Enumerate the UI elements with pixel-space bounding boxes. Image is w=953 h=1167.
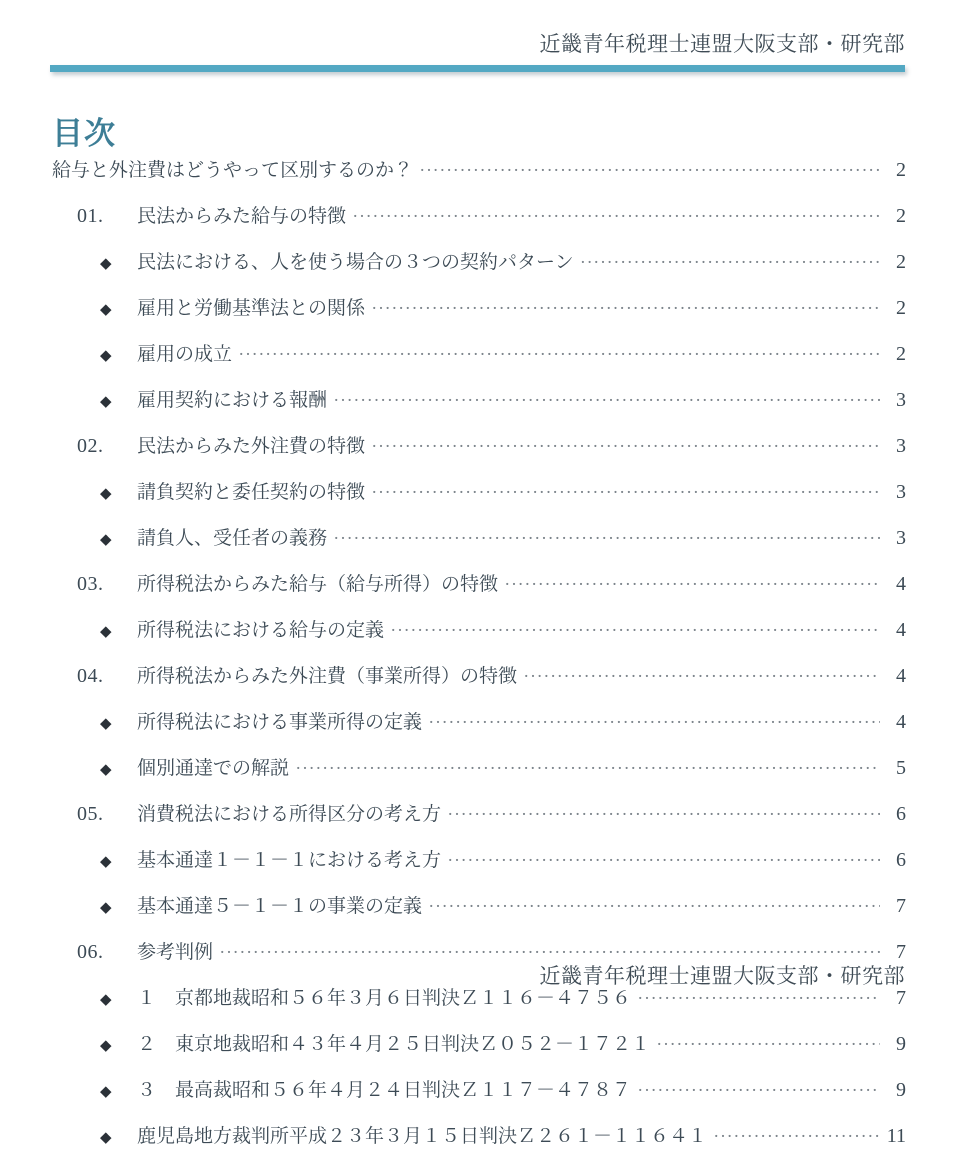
toc-entry-page-number: 2 <box>896 251 906 273</box>
toc-dot-leader <box>220 939 880 958</box>
toc-entry-page-number: 7 <box>896 941 906 963</box>
toc-entry-label: 雇用と労働基準法との関係 <box>137 298 366 319</box>
toc-entry[interactable] <box>0 523 953 569</box>
toc-entry-page-number: 3 <box>896 481 906 503</box>
diamond-bullet-icon: ◆ <box>100 1037 112 1054</box>
toc-entry[interactable] <box>0 569 953 615</box>
toc-entry-label: ２ 東京地裁昭和４３年４月２５日判決Ｚ０５２－１７２１ <box>137 1034 651 1055</box>
toc-entry-page-number: 2 <box>896 159 906 181</box>
toc-entry-label: 雇用の成立 <box>137 344 233 365</box>
toc-entry[interactable] <box>0 293 953 339</box>
toc-entry[interactable] <box>0 385 953 431</box>
toc-entry[interactable] <box>0 339 953 385</box>
toc-entry[interactable] <box>0 1121 953 1167</box>
toc-entry-page-number: 5 <box>896 757 906 779</box>
toc-entry[interactable] <box>0 155 953 201</box>
toc-entry-page-number: 4 <box>896 573 906 595</box>
toc-entry-page-number: 4 <box>896 665 906 687</box>
diamond-bullet-icon: ◆ <box>100 255 112 272</box>
toc-entry-label: 参考判例 <box>137 942 214 963</box>
toc-entry-page-number: 3 <box>896 435 906 457</box>
toc-entry-number: 06. <box>77 941 104 963</box>
toc-entry[interactable] <box>0 1029 953 1075</box>
footer-organization-text: 近畿青年税理士連盟大阪支部・研究部 <box>539 965 905 988</box>
toc-entry-number: 03. <box>77 573 104 595</box>
toc-entry-label: 所得税法からみた給与（給与所得）の特徴 <box>137 574 499 595</box>
toc-entry-label: 所得税法における給与の定義 <box>137 620 385 641</box>
toc-entry-page-number: 7 <box>896 895 906 917</box>
toc-dot-leader <box>657 1031 880 1050</box>
toc-entry-label: 民法からみた外注費の特徴 <box>137 436 366 457</box>
toc-entry-page-number: 4 <box>896 619 906 641</box>
toc-entry[interactable] <box>0 661 953 707</box>
diamond-bullet-icon: ◆ <box>100 623 112 640</box>
toc-entry-label: 基本通達５－１－１の事業の定義 <box>137 896 423 917</box>
toc-entry[interactable] <box>0 201 953 247</box>
diamond-bullet-icon: ◆ <box>100 899 112 916</box>
diamond-bullet-icon: ◆ <box>100 761 112 778</box>
toc-entry[interactable] <box>0 753 953 799</box>
diamond-bullet-icon: ◆ <box>100 393 112 410</box>
toc-entry-page-number: 6 <box>896 803 906 825</box>
toc-entry-label: 雇用契約における報酬 <box>137 390 328 411</box>
diamond-bullet-icon: ◆ <box>100 1083 112 1100</box>
toc-entry-label: 個別通達での解説 <box>137 758 290 779</box>
toc-entry-number: 04. <box>77 665 104 687</box>
toc-entry[interactable] <box>0 1075 953 1121</box>
toc-entry-label: １ 京都地裁昭和５６年３月６日判決Ｚ１１６－４７５６ <box>137 988 632 1009</box>
toc-entry[interactable] <box>0 707 953 753</box>
toc-entry-label: 所得税法における事業所得の定義 <box>137 712 423 733</box>
toc-entry-page-number: 2 <box>896 205 906 227</box>
toc-entry-page-number: 3 <box>896 527 906 549</box>
toc-dot-leader <box>505 571 880 590</box>
diamond-bullet-icon: ◆ <box>100 531 112 548</box>
diamond-bullet-icon: ◆ <box>100 301 112 318</box>
toc-dot-leader <box>448 847 880 866</box>
toc-entry-label: 民法からみた給与の特徴 <box>137 206 347 227</box>
diamond-bullet-icon: ◆ <box>100 715 112 732</box>
toc-entry-label: 所得税法からみた外注費（事業所得）の特徴 <box>137 666 518 687</box>
toc-dot-leader <box>391 617 880 636</box>
toc-entry-page-number: 4 <box>896 711 906 733</box>
toc-dot-leader <box>334 387 880 406</box>
toc-dot-leader <box>714 1123 880 1142</box>
header-divider-rule <box>50 65 905 72</box>
toc-entry[interactable] <box>0 477 953 523</box>
toc-entry-page-number: 2 <box>896 343 906 365</box>
toc-entry-page-number: 11 <box>886 1125 906 1147</box>
toc-dot-leader <box>448 801 880 820</box>
diamond-bullet-icon: ◆ <box>100 485 112 502</box>
diamond-bullet-icon: ◆ <box>100 1129 112 1146</box>
header-organization-text: 近畿青年税理士連盟大阪支部・研究部 <box>539 33 905 56</box>
toc-entry-label: 給与と外注費はどうやって区別するのか？ <box>52 160 414 181</box>
toc-entry[interactable] <box>0 891 953 937</box>
toc-dot-leader <box>638 1077 880 1096</box>
diamond-bullet-icon: ◆ <box>100 347 112 364</box>
toc-entry-page-number: 9 <box>896 1033 906 1055</box>
toc-entry-label: 基本通達１－１－１における考え方 <box>137 850 442 871</box>
toc-entry-page-number: 2 <box>896 297 906 319</box>
toc-dot-leader <box>334 525 880 544</box>
page-title: 目次 <box>52 116 116 151</box>
toc-entry-page-number: 3 <box>896 389 906 411</box>
toc-entry-label: 鹿児島地方裁判所平成２３年３月１５日判決Ｚ２６１－１１６４１ <box>137 1126 708 1147</box>
toc-entry-page-number: 7 <box>896 987 906 1009</box>
toc-dot-leader <box>239 341 880 360</box>
toc-entry[interactable] <box>0 431 953 477</box>
toc-entry-number: 02. <box>77 435 104 457</box>
toc-dot-leader <box>429 709 880 728</box>
toc-entry-label: 請負契約と委任契約の特徴 <box>137 482 366 503</box>
toc-dot-leader <box>429 893 880 912</box>
toc-entry[interactable] <box>0 845 953 891</box>
toc-dot-leader <box>372 479 880 498</box>
diamond-bullet-icon: ◆ <box>100 853 112 870</box>
toc-dot-leader <box>524 663 880 682</box>
toc-entry-number: 05. <box>77 803 104 825</box>
toc-entry-page-number: 6 <box>896 849 906 871</box>
toc-dot-leader <box>372 433 880 452</box>
toc-entry-label: 消費税法における所得区分の考え方 <box>137 804 442 825</box>
table-of-contents <box>0 155 953 1167</box>
toc-dot-leader <box>353 203 880 222</box>
diamond-bullet-icon: ◆ <box>100 991 112 1008</box>
toc-entry[interactable] <box>0 247 953 293</box>
toc-dot-leader <box>372 295 880 314</box>
toc-entry-label: ３ 最高裁昭和５６年４月２４日判決Ｚ１１７－４７８７ <box>137 1080 632 1101</box>
toc-entry-label: 民法における、人を使う場合の３つの契約パターン <box>137 252 574 273</box>
page-header <box>0 0 953 78</box>
toc-dot-leader <box>581 249 880 268</box>
toc-entry[interactable] <box>0 799 953 845</box>
toc-entry-label: 請負人、受任者の義務 <box>137 528 328 549</box>
toc-entry-page-number: 9 <box>896 1079 906 1101</box>
toc-entry-number: 01. <box>77 205 104 227</box>
toc-dot-leader <box>296 755 880 774</box>
toc-entry[interactable] <box>0 615 953 661</box>
toc-dot-leader <box>420 157 880 176</box>
